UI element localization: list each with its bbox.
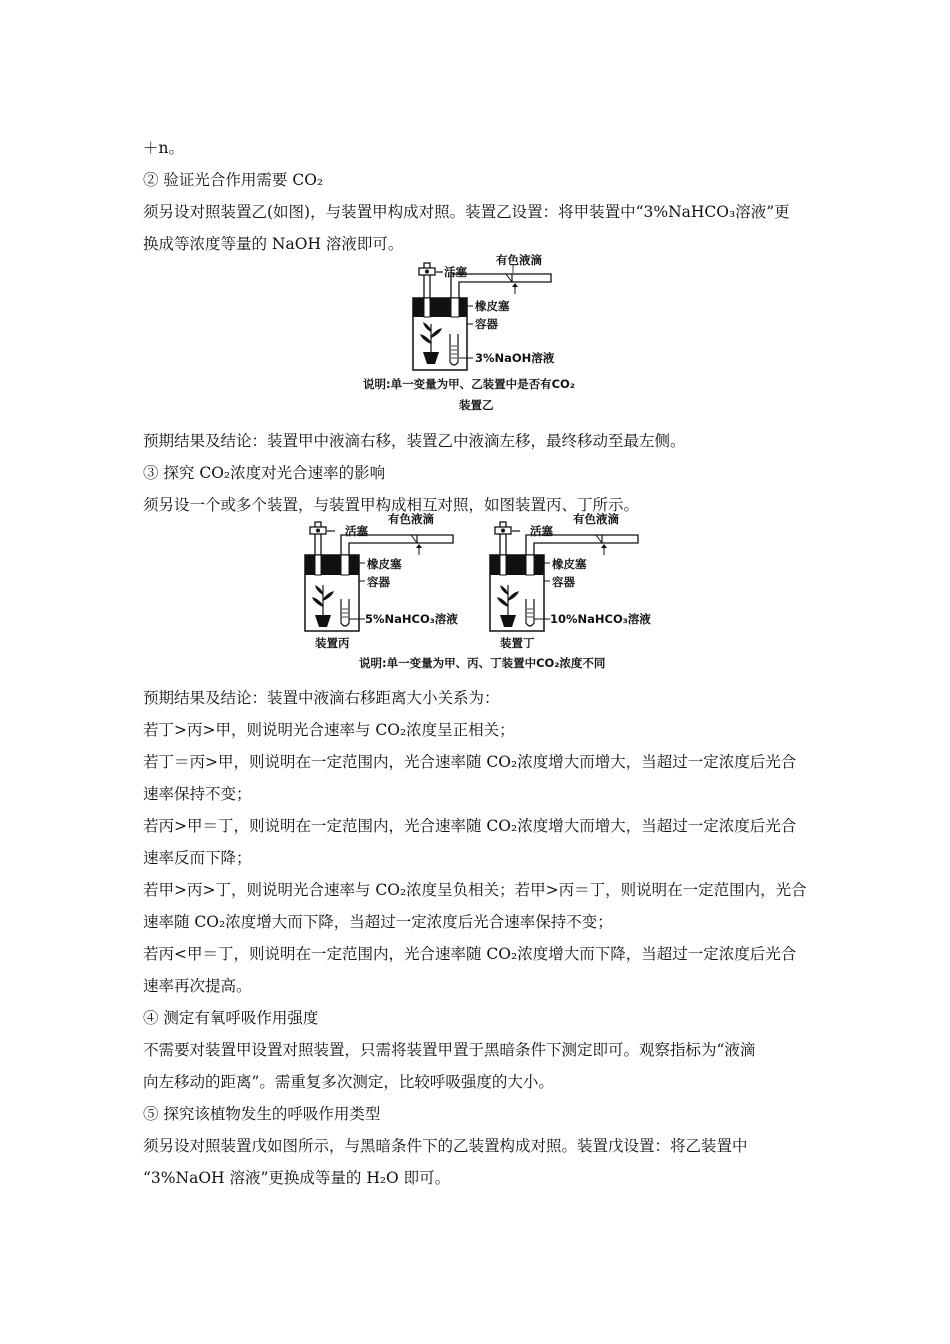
text-line: 不需要对装置甲设置对照装置，只需将装置甲置于黑暗条件下测定即可。观察指标为“液滴 bbox=[143, 1041, 756, 1059]
label-container: 容器 bbox=[475, 317, 498, 331]
label-droplet: 有色液滴 bbox=[496, 253, 542, 267]
label-container: 容器 bbox=[367, 575, 390, 589]
label-stopcock: 活塞 bbox=[530, 524, 553, 538]
figure-note: 说明:单一变量为甲、乙装置中是否有CO₂ bbox=[363, 377, 575, 391]
text-line: 若丁>丙>甲，则说明光合速率与 CO₂浓度呈正相关； bbox=[143, 721, 515, 739]
text-line: 向左移动的距离”。需重复多次测定，比较呼吸强度的大小。 bbox=[143, 1073, 554, 1091]
section-heading: ④ 测定有氧呼吸作用强度 bbox=[143, 1009, 319, 1027]
label-droplet: 有色液滴 bbox=[388, 512, 434, 526]
text-line: 须另设一个或多个装置，与装置甲构成相互对照，如图装置丙、丁所示。 bbox=[143, 496, 640, 514]
text-line: 须另设对照装置乙(如图)，与装置甲构成对照。装置乙设置：将甲装置中“3%NaHCO₃溶液”更 bbox=[143, 203, 790, 221]
section-heading: ⑤ 探究该植物发生的呼吸作用类型 bbox=[143, 1105, 381, 1123]
label-droplet: 有色液滴 bbox=[573, 512, 619, 526]
text-line: 速率随 CO₂浓度增大而下降，当超过一定浓度后光合速率保持不变； bbox=[143, 913, 613, 931]
label-solution: 5%NaHCO₃溶液 bbox=[365, 612, 458, 626]
label-stopcock: 活塞 bbox=[345, 524, 368, 538]
text-line: 速率反而下降； bbox=[143, 849, 252, 867]
text-line: 须另设对照装置戊如图所示，与黑暗条件下的乙装置构成对照。装置戊设置：将乙装置中 bbox=[143, 1137, 748, 1155]
text-line: 若丙<甲＝丁，则说明在一定范围内，光合速率随 CO₂浓度增大而下降，当超过一定浓度后光合 bbox=[143, 945, 797, 963]
text-line: 若甲>丙>丁，则说明光合速率与 CO₂浓度呈负相关；若甲>丙＝丁，则说明在一定范围内，光合 bbox=[143, 881, 807, 899]
text-line: 若丙>甲＝丁，则说明在一定范围内，光合速率随 CO₂浓度增大而增大，当超过一定浓度后光合 bbox=[143, 817, 797, 835]
section-heading: ③ 探究 CO₂浓度对光合速率的影响 bbox=[143, 464, 386, 482]
text-line: 若丁＝丙>甲，则说明在一定范围内，光合速率随 CO₂浓度增大而增大，当超过一定浓度后光合 bbox=[143, 753, 797, 771]
figure-caption: 装置乙 bbox=[459, 398, 494, 412]
label-stopper: 橡皮塞 bbox=[475, 299, 510, 313]
text-line: 速率再次提高。 bbox=[143, 977, 252, 995]
figure-caption: 装置丙 bbox=[315, 636, 350, 650]
text-line: 预期结果及结论：装置中液滴右移距离大小关系为： bbox=[143, 689, 500, 707]
text-line: 速率保持不变； bbox=[143, 785, 252, 803]
label-solution: 3%NaOH溶液 bbox=[475, 351, 555, 365]
figure-note: 说明:单一变量为甲、丙、丁装置中CO₂浓度不同 bbox=[359, 656, 606, 670]
text-line: 预期结果及结论：装置甲中液滴右移，装置乙中液滴左移，最终移动至最左侧。 bbox=[143, 432, 686, 450]
label-stopcock: 活塞 bbox=[444, 265, 467, 279]
label-container: 容器 bbox=[552, 575, 575, 589]
section-heading: ② 验证光合作用需要 CO₂ bbox=[143, 171, 324, 189]
label-stopper: 橡皮塞 bbox=[367, 557, 402, 571]
text-line: ＋n。 bbox=[143, 139, 184, 157]
figure-caption: 装置丁 bbox=[500, 636, 535, 650]
label-stopper: 橡皮塞 bbox=[552, 557, 587, 571]
label-solution: 10%NaHCO₃溶液 bbox=[550, 612, 651, 626]
text-line: 换成等浓度等量的 NaOH 溶液即可。 bbox=[143, 235, 404, 253]
text-line: “3%NaOH 溶液”更换成等量的 H₂O 即可。 bbox=[143, 1169, 451, 1187]
